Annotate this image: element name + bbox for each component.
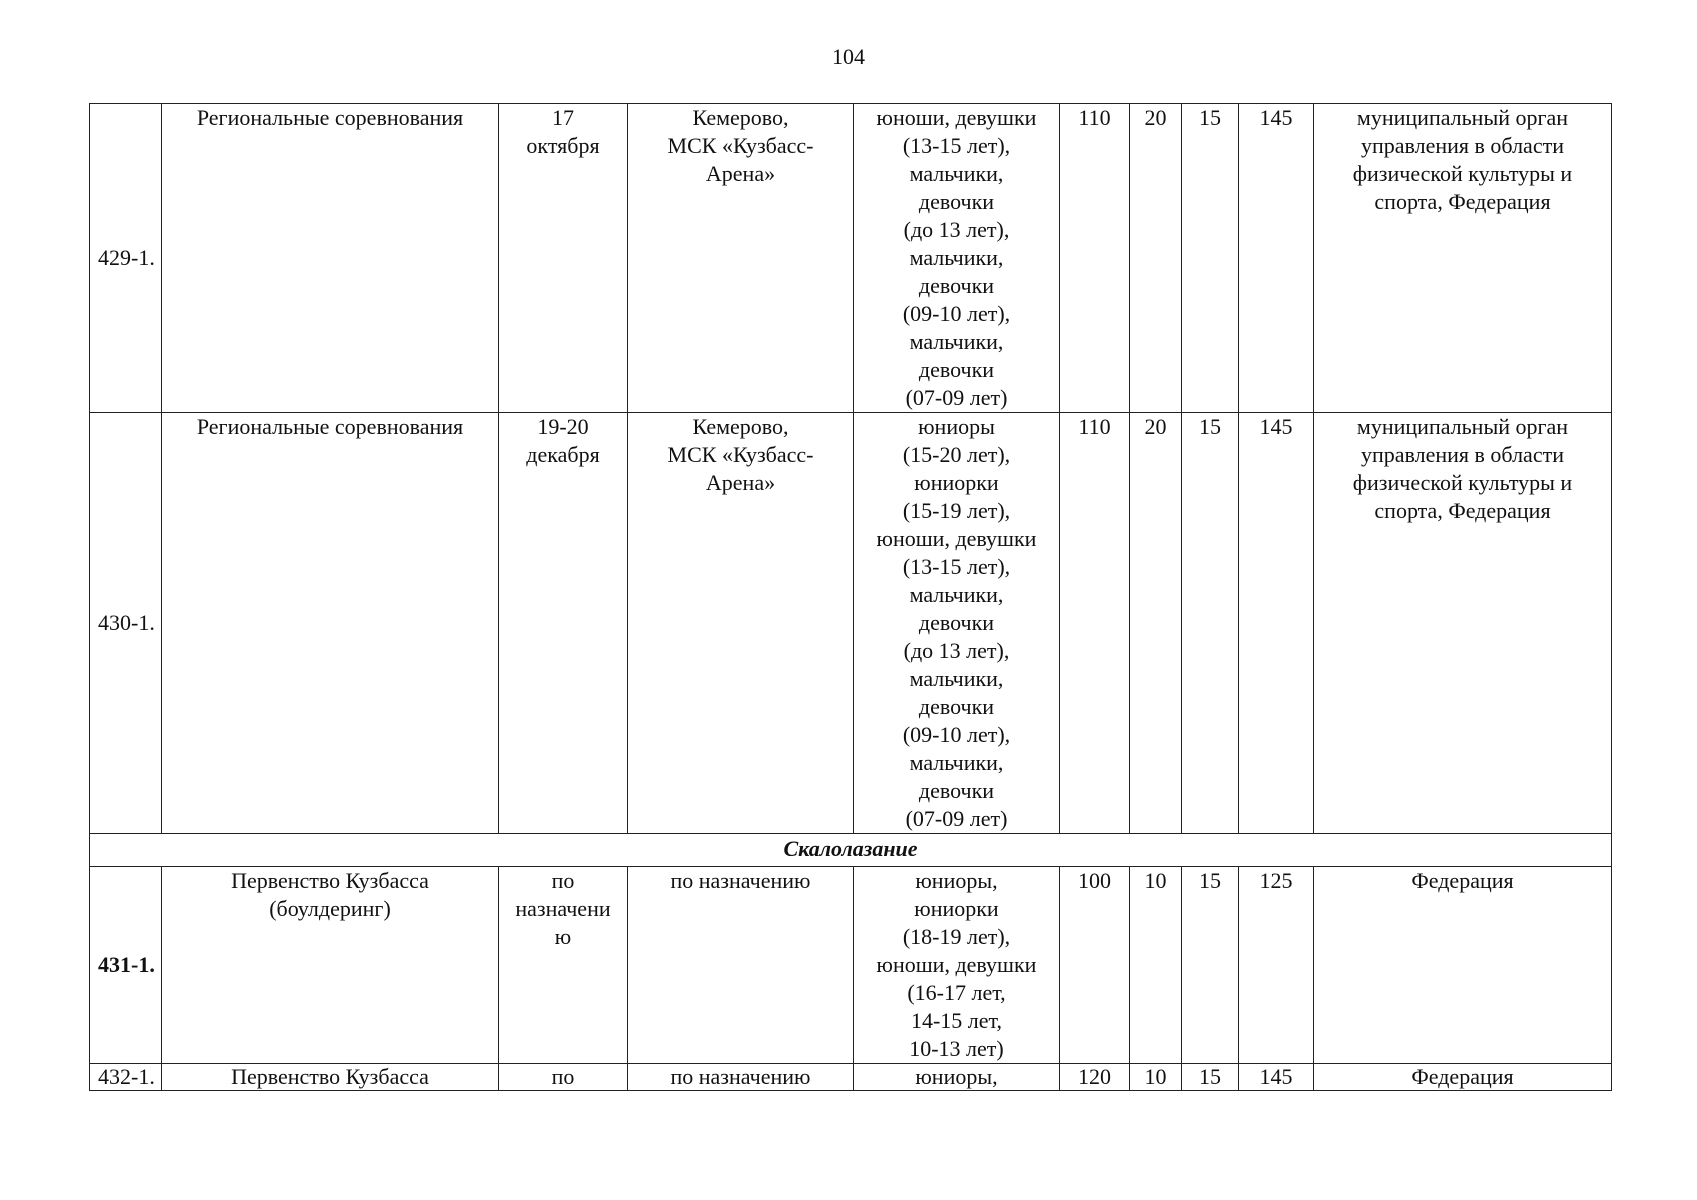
page-number: 104 (832, 44, 865, 69)
event-number: 430-1. (90, 413, 162, 834)
event-name: Первенство Кузбасса (боулдеринг) (162, 867, 499, 1064)
table-row (90, 104, 1612, 413)
event-number: 429-1. (90, 104, 162, 413)
event-count-2: 10 (1130, 1064, 1182, 1091)
event-count-total: 145 (1239, 413, 1314, 834)
event-place: по назначению (628, 867, 854, 1064)
event-place: по назначению (628, 1064, 854, 1091)
event-place: Кемерово, МСК «Кузбасс- Арена» (628, 413, 854, 834)
event-name: Первенство Кузбасса (162, 1064, 499, 1091)
event-count-3: 15 (1182, 1064, 1239, 1091)
event-count-2: 20 (1130, 413, 1182, 834)
table-row (90, 413, 1612, 834)
event-count-1: 110 (1060, 413, 1130, 834)
event-count-3: 15 (1182, 104, 1239, 413)
event-count-3: 15 (1182, 867, 1239, 1064)
event-participants: юниоры (15-20 лет), юниорки (15-19 лет), юноши, девушки (13-15 лет), мальчики, девочки (до 13 лет), мальчики, девочки (09-10 лет), мальчики, девочки (07-09 лет) (854, 413, 1060, 834)
event-organizer: муниципальный орган управления в области физической культуры и спорта, Федерация (1314, 104, 1612, 413)
event-organizer: Федерация (1314, 1064, 1612, 1091)
event-number: 431-1. (90, 867, 162, 1064)
event-count-3: 15 (1182, 413, 1239, 834)
event-participants: юноши, девушки (13-15 лет), мальчики, девочки (до 13 лет), мальчики, девочки (09-10 лет), мальчики, девочки (07-09 лет) (854, 104, 1060, 413)
event-name: Региональные соревнования (162, 413, 499, 834)
event-count-1: 120 (1060, 1064, 1130, 1091)
events-table (89, 103, 1612, 1091)
table-row (90, 867, 1612, 1064)
event-count-2: 20 (1130, 104, 1182, 413)
table-row (90, 1064, 1612, 1091)
event-number: 432-1. (90, 1064, 162, 1091)
event-count-2: 10 (1130, 867, 1182, 1064)
event-count-total: 145 (1239, 104, 1314, 413)
event-date: 19-20 декабря (499, 413, 628, 834)
event-date: по (499, 1064, 628, 1091)
event-organizer: муниципальный орган управления в области физической культуры и спорта, Федерация (1314, 413, 1612, 834)
event-organizer: Федерация (1314, 867, 1612, 1064)
event-name: Региональные соревнования (162, 104, 499, 413)
section-row (90, 834, 1612, 867)
section-title: Скалолазание (90, 834, 1612, 867)
event-count-total: 145 (1239, 1064, 1314, 1091)
event-participants: юниоры, (854, 1064, 1060, 1091)
event-participants: юниоры, юниорки (18-19 лет), юноши, девушки (16-17 лет, 14-15 лет, 10-13 лет) (854, 867, 1060, 1064)
event-date: по назначени ю (499, 867, 628, 1064)
event-count-total: 125 (1239, 867, 1314, 1064)
event-place: Кемерово, МСК «Кузбасс- Арена» (628, 104, 854, 413)
event-count-1: 100 (1060, 867, 1130, 1064)
event-date: 17 октября (499, 104, 628, 413)
event-count-1: 110 (1060, 104, 1130, 413)
